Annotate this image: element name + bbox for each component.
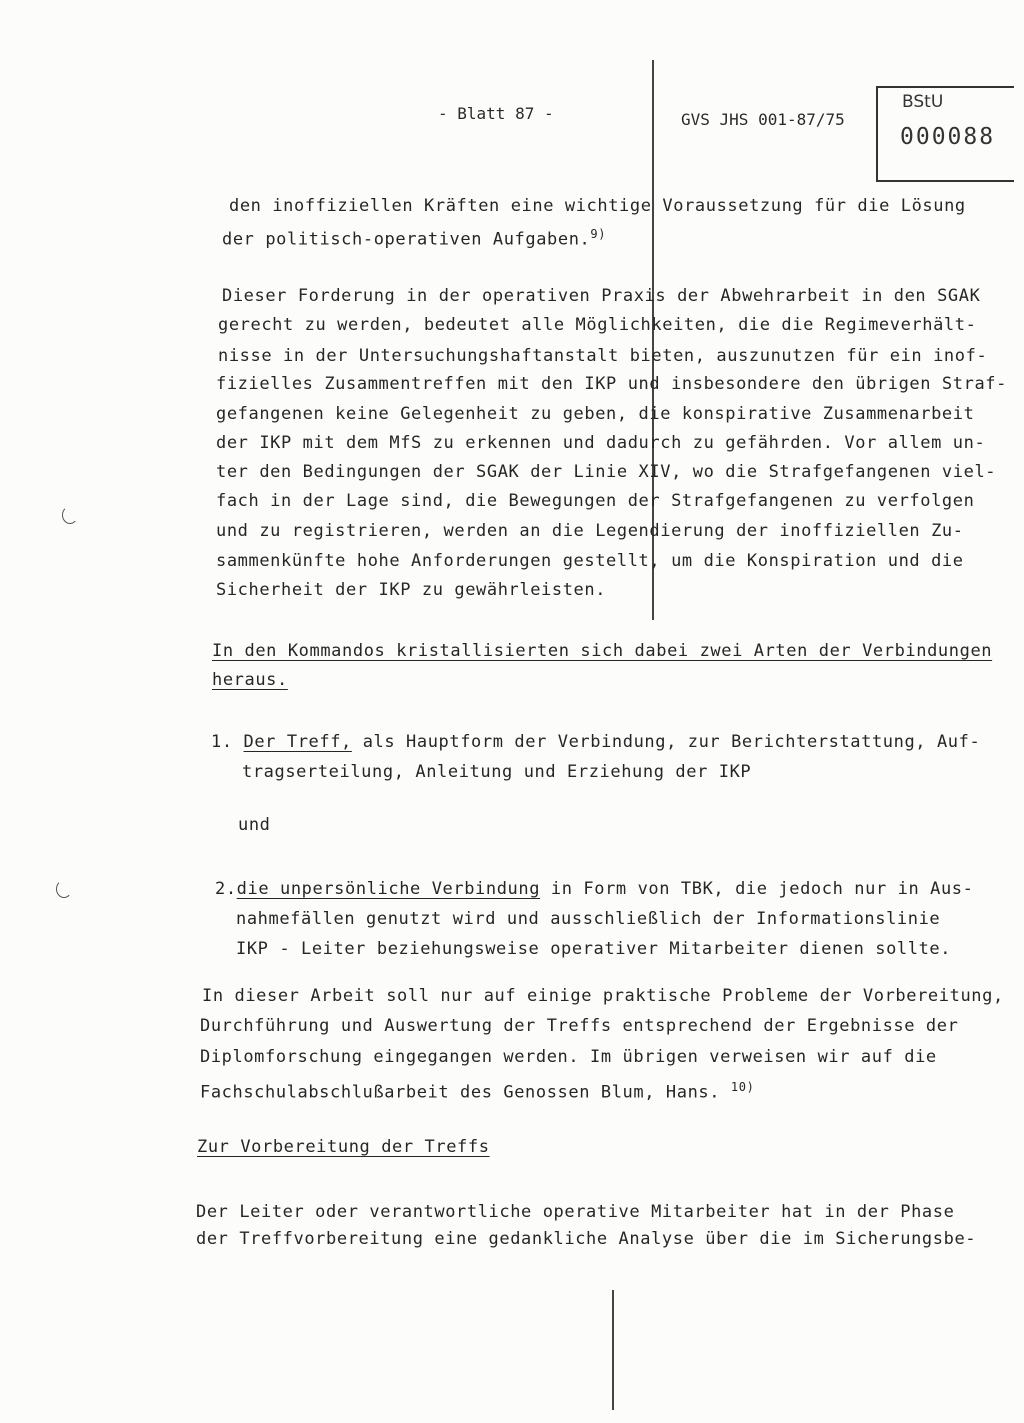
list-item-1-number: 1. (211, 732, 233, 752)
list-item-1-term: Der Treff, (243, 732, 352, 752)
punch-hole-mark-lower (56, 880, 72, 898)
paragraph-3-line-2: der Treffvorbereitung eine gedankliche Analyse über die im Sicherungsbe- (196, 1229, 977, 1249)
list-item-2-rest: in Form von TBK, die jedoch nur in Aus- (540, 879, 974, 899)
intro-line-2-text: der politisch-operativen Aufgaben. (222, 229, 591, 250)
footnote-marker-10: 10) (730, 1080, 755, 1094)
paragraph-3-line-1: Der Leiter oder verantwortliche operative Mitarbeiter hat in der Phase (196, 1202, 955, 1222)
stamp-label: BStU (902, 92, 944, 112)
paragraph-2-line-1: In dieser Arbeit soll nur auf einige praktische Probleme der Vorbereitung, (202, 986, 1004, 1006)
paragraph-2-line-3: Diplomforschung eingegangen werden. Im übrigen verweisen wir auf die (200, 1047, 937, 1067)
paragraph-1-line-11: Sicherheit der IKP zu gewährleisten. (216, 580, 607, 600)
paragraph-1-line-8: fach in der Lage sind, die Bewegungen der Strafgefangenen zu verfolgen (216, 491, 975, 511)
conjunction: und (238, 815, 271, 835)
list-item-2-line-2: nahmefällen genutzt wird und ausschließlich der Informationslinie (236, 909, 941, 929)
paragraph-1-line-2: gerecht zu werden, bedeutet alle Möglichkeiten, die die Regimeverhält- (218, 315, 977, 335)
list-item-2-line-3: IKP - Leiter beziehungsweise operativer Mitarbeiter dienen sollte. (236, 939, 952, 959)
paragraph-1-line-3: nisse in der Untersuchungshaftanstalt bieten, auszunutzen für ein inof- (218, 346, 988, 366)
paragraph-1-line-10: sammenkünfte hohe Anforderungen gestellt, um die Konspiration und die (216, 551, 964, 571)
list-item-1 (211, 732, 980, 752)
intro-line-1: den inoffiziellen Kräften eine wichtige Voraussetzung für die Lösung (229, 196, 966, 216)
paragraph-2-line-4-text: Fachschulabschlußarbeit des Genossen Blum, Hans. (200, 1082, 721, 1103)
intro-line-2 (222, 224, 606, 250)
paragraph-1-line-1: Dieser Forderung in der operativen Praxis der Abwehrarbeit in den SGAK (222, 286, 981, 306)
paragraph-1-line-4: fizielles Zusammentreffen mit den IKP und insbesondere den übrigen Straf- (216, 374, 1007, 394)
archive-stamp (876, 86, 1014, 182)
paragraph-2-line-2: Durchführung und Auswertung der Treffs entsprechend der Ergebnisse der (200, 1016, 959, 1036)
section-heading-line-1: In den Kommandos kristallisierten sich dabei zwei Arten der Verbindungen (212, 641, 993, 661)
list-item-1-rest: als Hauptform der Verbindung, zur Berichterstattung, Auf- (351, 732, 981, 752)
section-heading-line-2: heraus. (212, 670, 288, 690)
stamp-number: 000088 (900, 124, 996, 150)
fold-line-bottom (612, 1290, 614, 1410)
subsection-heading: Zur Vorbereitung der Treffs (197, 1137, 490, 1157)
paragraph-1-line-9: und zu registrieren, werden an die Legendierung der inoffiziellen Zu- (216, 521, 964, 541)
punch-hole-mark-upper (62, 506, 78, 524)
list-item-2 (215, 879, 973, 899)
paragraph-2-line-4 (200, 1077, 754, 1103)
list-item-2-number: 2. (215, 879, 237, 899)
paragraph-1-line-7: ter den Bedingungen der SGAK der Linie XIV, wo die Strafgefangenen viel- (216, 462, 997, 482)
paragraph-1-line-5: gefangenen keine Gelegenheit zu geben, die konspirative Zusammenarbeit (216, 404, 975, 424)
paragraph-1-line-6: der IKP mit dem MfS zu erkennen und dadurch zu gefährden. Vor allem un- (216, 433, 986, 453)
footnote-marker-9: 9) (590, 227, 607, 241)
list-item-2-term: die unpersönliche Verbindung (236, 879, 541, 899)
page-label: - Blatt 87 - (438, 104, 554, 123)
file-reference: GVS JHS 001-87/75 (681, 110, 845, 129)
list-item-1-line-2: tragserteilung, Anleitung und Erziehung der IKP (242, 762, 752, 782)
